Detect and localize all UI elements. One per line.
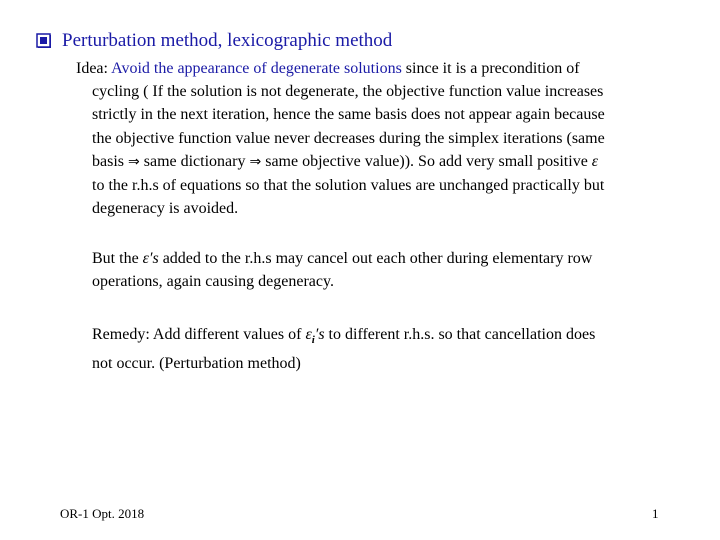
idea-highlight: Avoid the appearance of degenerate solutions: [111, 60, 402, 77]
idea-paragraph: [76, 57, 686, 220]
cancellation-line-1-b: added to the r.h.s may cancel out each other during elementary row: [158, 250, 593, 267]
epsilon-i-symbol: [305, 326, 325, 346]
epsilon-prime-s: ′s: [314, 326, 325, 343]
cancellation-line-1: [92, 247, 682, 270]
idea-line-2: cycling ( If the solution is not degenerate, the objective function value increases: [92, 83, 604, 101]
page-number: 1: [652, 506, 659, 521]
slide-title-row: [36, 29, 392, 53]
idea-line-5-b: same dictionary: [139, 152, 250, 170]
idea-line-5-c: same objective value)). So add very small positive: [261, 152, 592, 170]
idea-label: Idea:: [76, 60, 112, 77]
implies-arrow-icon: ⇒: [249, 153, 262, 170]
cancellation-line-2: operations, again causing degeneracy.: [92, 273, 334, 291]
idea-line-1: [76, 57, 686, 80]
remedy-line-2: not occur. (Perturbation method): [92, 355, 301, 373]
checkbox-bullet-icon: [36, 32, 54, 50]
remedy-line-1-a: Remedy: Add different values of: [92, 326, 306, 343]
cancellation-paragraph: [92, 247, 682, 293]
remedy-paragraph: [92, 323, 682, 375]
idea-line-4: the objective function value never decreases during the simplex iterations (same: [92, 129, 605, 147]
slide-title: Perturbation method, lexicographic method: [62, 30, 393, 51]
epsilon-base: ε: [305, 326, 312, 343]
epsilon-plural: ε′s: [142, 250, 159, 267]
idea-line-5-a: basis: [92, 152, 128, 170]
idea-line-7: degeneracy is avoided.: [92, 200, 239, 218]
idea-line-5: [76, 150, 686, 174]
footer-course: OR-1 Opt. 2018: [60, 506, 145, 521]
implies-arrow-icon: ⇒: [128, 153, 140, 170]
idea-line-3: strictly in the next iteration, hence the same basis does not appear again because: [92, 106, 605, 124]
cancellation-line-1-a: But the: [92, 250, 143, 267]
idea-line-1-rest: since it is a precondition of: [401, 60, 580, 77]
remedy-line-1-b: to different r.h.s. so that cancellation does: [324, 326, 596, 343]
remedy-line-1: [92, 323, 682, 352]
idea-line-6: to the r.h.s of equations so that the solution values are unchanged practically but: [92, 177, 605, 195]
epsilon-subscript: i: [311, 334, 315, 346]
epsilon-symbol: ε: [591, 152, 599, 170]
